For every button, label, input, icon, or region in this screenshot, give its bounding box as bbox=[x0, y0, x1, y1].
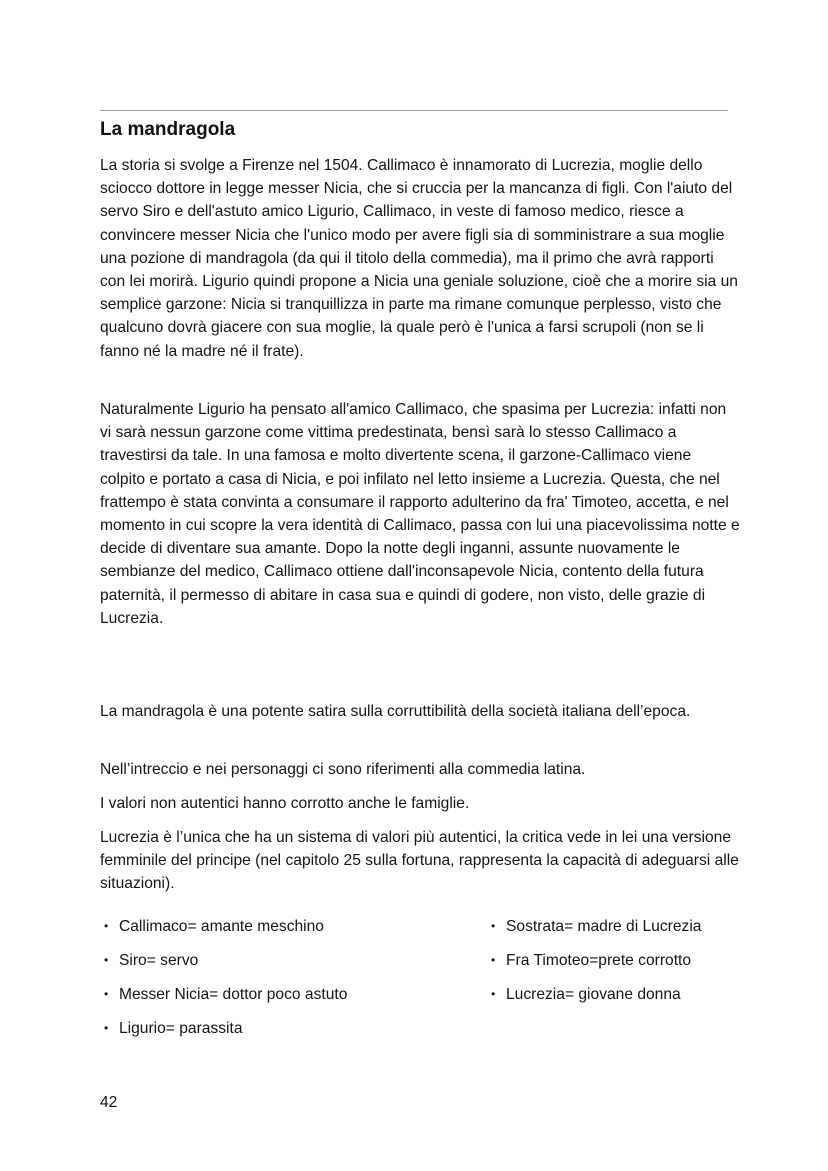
list-item bbox=[491, 983, 701, 1006]
plot-paragraph-1: La storia si svolge a Firenze nel 1504. Callimaco è innamorato di Lucrezia, moglie dello sciocco dottore in legge messer Nicia, che si cruccia per la mancanza di figli. Con l'aiuto del servo Siro e dell'astuto amico Ligurio, Callimaco, in veste di famoso medico, riesce a convincere messer Nicia che l'unico modo per avere figli sia di somministrare a sua moglie una pozione di mandragola (da qui il titolo della commedia), ma il primo che avrà rapporti con lei morirà. Ligurio quindi propone a Nicia una geniale soluzione, cioè che a morire sia un semplice garzone: Nicia si tranquillizza in parte ma rimane comunque perplesso, visto che qualcuno dovrà giacere con sua moglie, la quale però è l'unica a farsi scrupoli (non se li fanno né la madre né il frate). bbox=[100, 157, 738, 360]
header-divider bbox=[100, 110, 728, 111]
analysis-paragraph-latin-comedy: Nell’intreccio e nei personaggi ci sono riferimenti alla commedia latina. bbox=[100, 761, 586, 778]
page-number: 42 bbox=[100, 1094, 118, 1111]
analysis-paragraph-satire: La mandragola è una potente satira sulla corruttibilità della società italiana dell’epoca. bbox=[100, 703, 691, 720]
list-item bbox=[491, 915, 701, 938]
list-item bbox=[104, 915, 347, 938]
character-label: Siro= servo bbox=[119, 952, 199, 969]
characters-list-right bbox=[491, 915, 701, 1017]
character-label: Messer Nicia= dottor poco astuto bbox=[119, 986, 348, 1003]
analysis-paragraph-values: I valori non autentici hanno corrotto anche le famiglie. bbox=[100, 795, 470, 812]
character-label: Ligurio= parassita bbox=[119, 1020, 243, 1037]
list-item bbox=[104, 983, 347, 1006]
bullet-icon: • bbox=[491, 919, 496, 933]
bullet-icon: • bbox=[104, 953, 109, 967]
character-label: Callimaco= amante meschino bbox=[119, 918, 324, 935]
plot-paragraph-2: Naturalmente Ligurio ha pensato all'amico Callimaco, che spasima per Lucrezia: infatti non vi sarà nessun garzone come vittima predestinata, bensì sarà lo stesso Callimaco a travestirsi da tale. In una famosa e molto divertente scena, il garzone-Callimaco viene colpito e portato a casa di Nicia, e poi infilato nel letto insieme a Lucrezia. Questa, che nel frattempo è stata convinta a consumare il rapporto adulterino da fra' Timoteo, accetta, e nel momento in cui scopre la vera identità di Callimaco, passa con lui una piacevolissima notte e decide di diventare sua amante. Dopo la notte degli inganni, assunte nuovamente le sembianze del medico, Callimaco ottiene dall'inconsapevole Nicia, contento della futura paternità, il permesso di abitare in casa sua e quindi di godere, non visto, delle grazie di Lucrezia. bbox=[100, 401, 740, 627]
character-label: Sostrata= madre di Lucrezia bbox=[506, 918, 702, 935]
character-label: Fra Timoteo=prete corrotto bbox=[506, 952, 692, 969]
bullet-icon: • bbox=[104, 919, 109, 933]
bullet-icon: • bbox=[491, 953, 496, 967]
list-item bbox=[104, 1017, 347, 1040]
bullet-icon: • bbox=[491, 987, 496, 1001]
characters-list-left bbox=[104, 915, 347, 1051]
list-item bbox=[491, 949, 701, 972]
section-title: La mandragola bbox=[100, 119, 236, 140]
bullet-icon: • bbox=[104, 1021, 109, 1035]
list-item bbox=[104, 949, 347, 972]
bullet-icon: • bbox=[104, 987, 109, 1001]
analysis-paragraph-lucrezia: Lucrezia è l’unica che ha un sistema di valori più autentici, la critica vede in lei una versione femminile del principe (nel capitolo 25 sulla fortuna, rappresenta la capacità di adeguarsi alle situazioni). bbox=[100, 829, 739, 893]
character-label: Lucrezia= giovane donna bbox=[506, 986, 681, 1003]
